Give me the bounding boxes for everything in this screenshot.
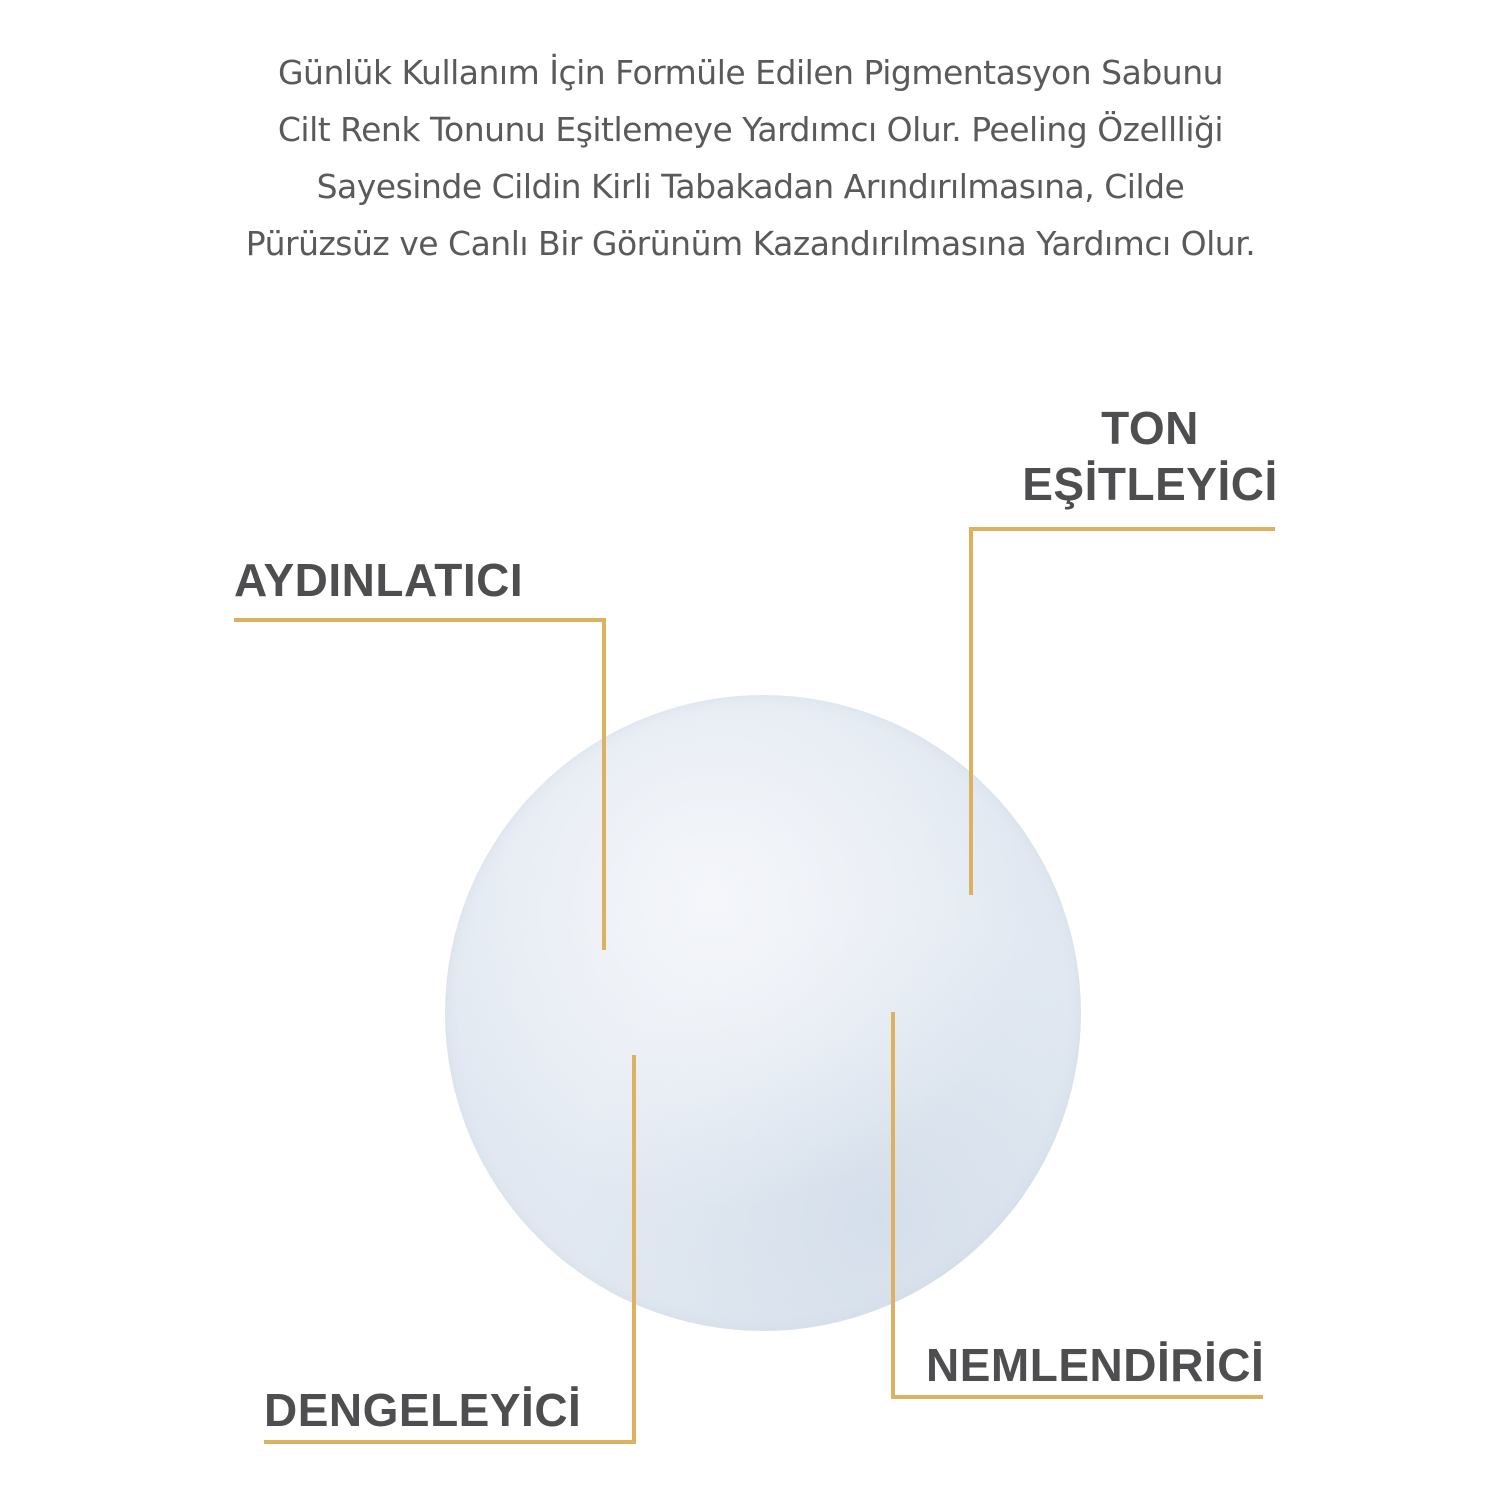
- intro-line-1: Günlük Kullanım İçin Formüle Edilen Pigmentasyon Sabunu: [277, 53, 1224, 92]
- intro-line-3: Sayesinde Cildin Kirli Tabakadan Arındırılmasına, Cilde: [316, 167, 1185, 206]
- label-dengeleyici: DENGELEYİCİ: [264, 1384, 582, 1436]
- intro-line-2: Cilt Renk Tonunu Eşitlemeye Yardımcı Olur. Peeling Özellliği: [277, 110, 1224, 149]
- label-aydinlatici: AYDINLATICI: [234, 554, 524, 606]
- intro-line-4: Pürüzsüz ve Canlı Bir Görünüm Kazandırılmasına Yardımcı Olur.: [245, 224, 1256, 263]
- label-nemlendirici: NEMLENDİRİCİ: [926, 1339, 1265, 1391]
- label-ton-line-2: EŞİTLEYİCİ: [1022, 458, 1278, 510]
- callout-line-aydinlatici: [234, 620, 604, 950]
- label-ton-line-1: TON: [1101, 402, 1199, 454]
- label-ton-esitleyici: [1010, 400, 1290, 512]
- callout-line-ton: [971, 529, 1275, 895]
